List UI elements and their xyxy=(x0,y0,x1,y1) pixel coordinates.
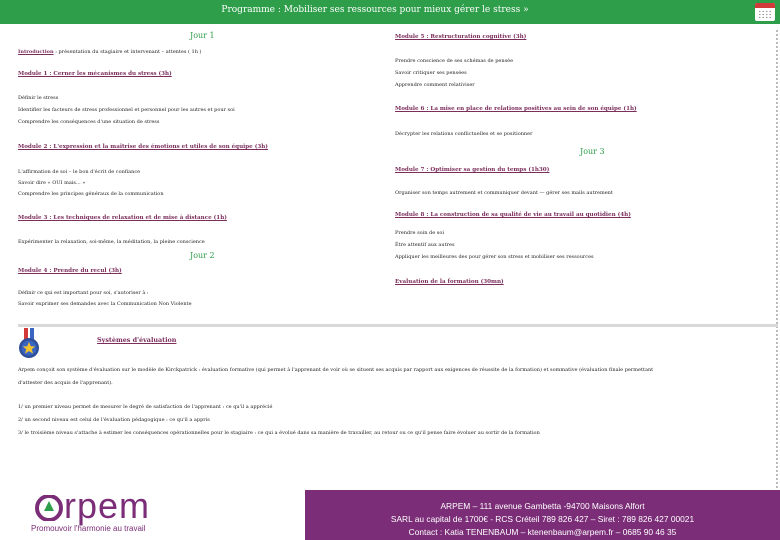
header-bar xyxy=(0,0,780,24)
page-title: Programme : Mobiliser ses ressources pour mieux gérer le stress » xyxy=(221,5,529,15)
intro-text: : présentation du stagiaire et intervenant – attentes ( 1h ) xyxy=(53,49,202,55)
day-1-label: Jour 1 xyxy=(190,31,215,40)
module-5-item: Apprendre comment relativiser xyxy=(395,82,475,88)
page-divider xyxy=(776,30,778,510)
intro-line xyxy=(18,49,201,55)
section-divider xyxy=(18,324,778,327)
company-slogan: Promouvoir l'harmonie au travail xyxy=(31,524,146,533)
module-1-item: Comprendre les conséquences d'une situation de stress xyxy=(18,119,160,125)
evaluation-formation-title: Evaluation de la formation (30mn) xyxy=(395,279,504,285)
calendar-icon xyxy=(755,3,775,21)
module-1-title: Module 1 : Cerner les mécanismes du stress (3h) xyxy=(18,71,172,77)
module-8-title: Module 8 : La construction de sa qualité de vie au travail au quotidien (4h) xyxy=(395,212,631,218)
arpem-logo-text xyxy=(64,485,150,527)
module-7-title: Module 7 : Optimiser sa gestion du temps (1h30) xyxy=(395,167,550,173)
module-5-item: Prendre conscience de ses schémas de pensée xyxy=(395,58,514,64)
arpem-logo-mark xyxy=(35,495,63,521)
footer-contact-panel xyxy=(305,490,780,540)
evaluation-level-2: 2/ un second niveau est celui de l'évaluation pédagogique : ce qu'il a appris xyxy=(18,417,210,423)
module-5-item: Savoir critiquer ses pensées xyxy=(395,70,467,76)
module-4-title: Module 4 : Prendre du recul (3h) xyxy=(18,268,122,274)
module-5-title: Module 5 : Restructuration cognitive (3h) xyxy=(395,34,527,40)
module-8-item: Appliquer les meilleures des pour gérer son stress et mobiliser ses ressources xyxy=(395,254,594,260)
module-4-item: Savoir exprimer ses demandes avec la Communication Non Violente xyxy=(18,301,192,307)
module-6-item: Décrypter les relations conflictuelles et se positionner xyxy=(395,131,533,137)
evaluation-paragraph: Arpem conçoit son système d'évaluation sur le modèle de Kirckpatrick : évaluation formative (qui permet à l'apprenant de voir où se situent ses acquis par rapport aux exigences de réussite de la formation) et sommative (évaluation finale permettant xyxy=(18,367,654,373)
footer-company-info: SARL au capital de 1700€ - RCS Créteil 789 826 427 – Siret : 789 826 427 00021 xyxy=(390,514,695,524)
module-3-item: Expérimenter la relaxation, soi-même, la méditation, la pleine conscience xyxy=(18,239,205,245)
evaluation-level-1: 1/ un premier niveau permet de mesurer le degré de satisfaction de l'apprenant : ce qu'il a apprécié xyxy=(18,404,273,410)
module-3-title: Module 3 : Les techniques de relaxation et de mise à distance (1h) xyxy=(18,215,227,221)
evaluation-paragraph-cont: d'attester des acquis de l'apprenant). xyxy=(18,380,113,386)
module-6-title: Module 6 : La mise en place de relations positives au sein de son équipe (1h) xyxy=(395,106,637,112)
intro-label: Introduction xyxy=(18,49,54,55)
module-2-item: Comprendre les principes généraux de la communication xyxy=(18,191,164,197)
medal-icon xyxy=(17,328,41,360)
footer-contact: Contact : Katia TENENBAUM – ktenenbaum@arpem.fr – 0685 90 46 35 xyxy=(408,527,677,537)
day-3-label: Jour 3 xyxy=(580,147,605,156)
module-2-item: L'affirmation de soi – le bon d'écrit de confiance xyxy=(18,169,141,175)
module-2-item: Savoir dire « OUI mais... » xyxy=(18,180,86,186)
footer-address: ARPEM – 111 avenue Gambetta -94700 Maisons Alfort xyxy=(440,501,645,511)
module-7-item: Organiser son temps autrement et communiquer devant — gérer ses mails autrement xyxy=(395,190,613,196)
day-2-label: Jour 2 xyxy=(190,251,215,260)
module-2-title: Module 2 : L'expression et la maîtrise des émotions et utiles de son équipe (3h) xyxy=(18,144,268,150)
evaluation-section-title: Systèmes d'évaluation xyxy=(97,336,177,344)
module-8-item: Prendre soin de soi xyxy=(395,230,444,236)
module-1-item: Identifier les facteurs de stress professionnel et personnel pour les autres et pour soi xyxy=(18,107,235,113)
logo-word: rpem xyxy=(64,485,151,526)
module-4-item: Définir ce qui est important pour soi, s'autoriser à : xyxy=(18,290,149,296)
module-8-item: Être attentif aux autres xyxy=(395,242,455,248)
module-1-item: Définir le stress xyxy=(18,95,59,101)
evaluation-level-3: 3/ le troisième niveau s'attache à estimer les conséquences opérationnelles pour le stagiaire : ce qui a évolué dans sa manière de travailler, au retour ou ce qu'il pense faire évoluer au sortir de la formation xyxy=(18,430,540,436)
